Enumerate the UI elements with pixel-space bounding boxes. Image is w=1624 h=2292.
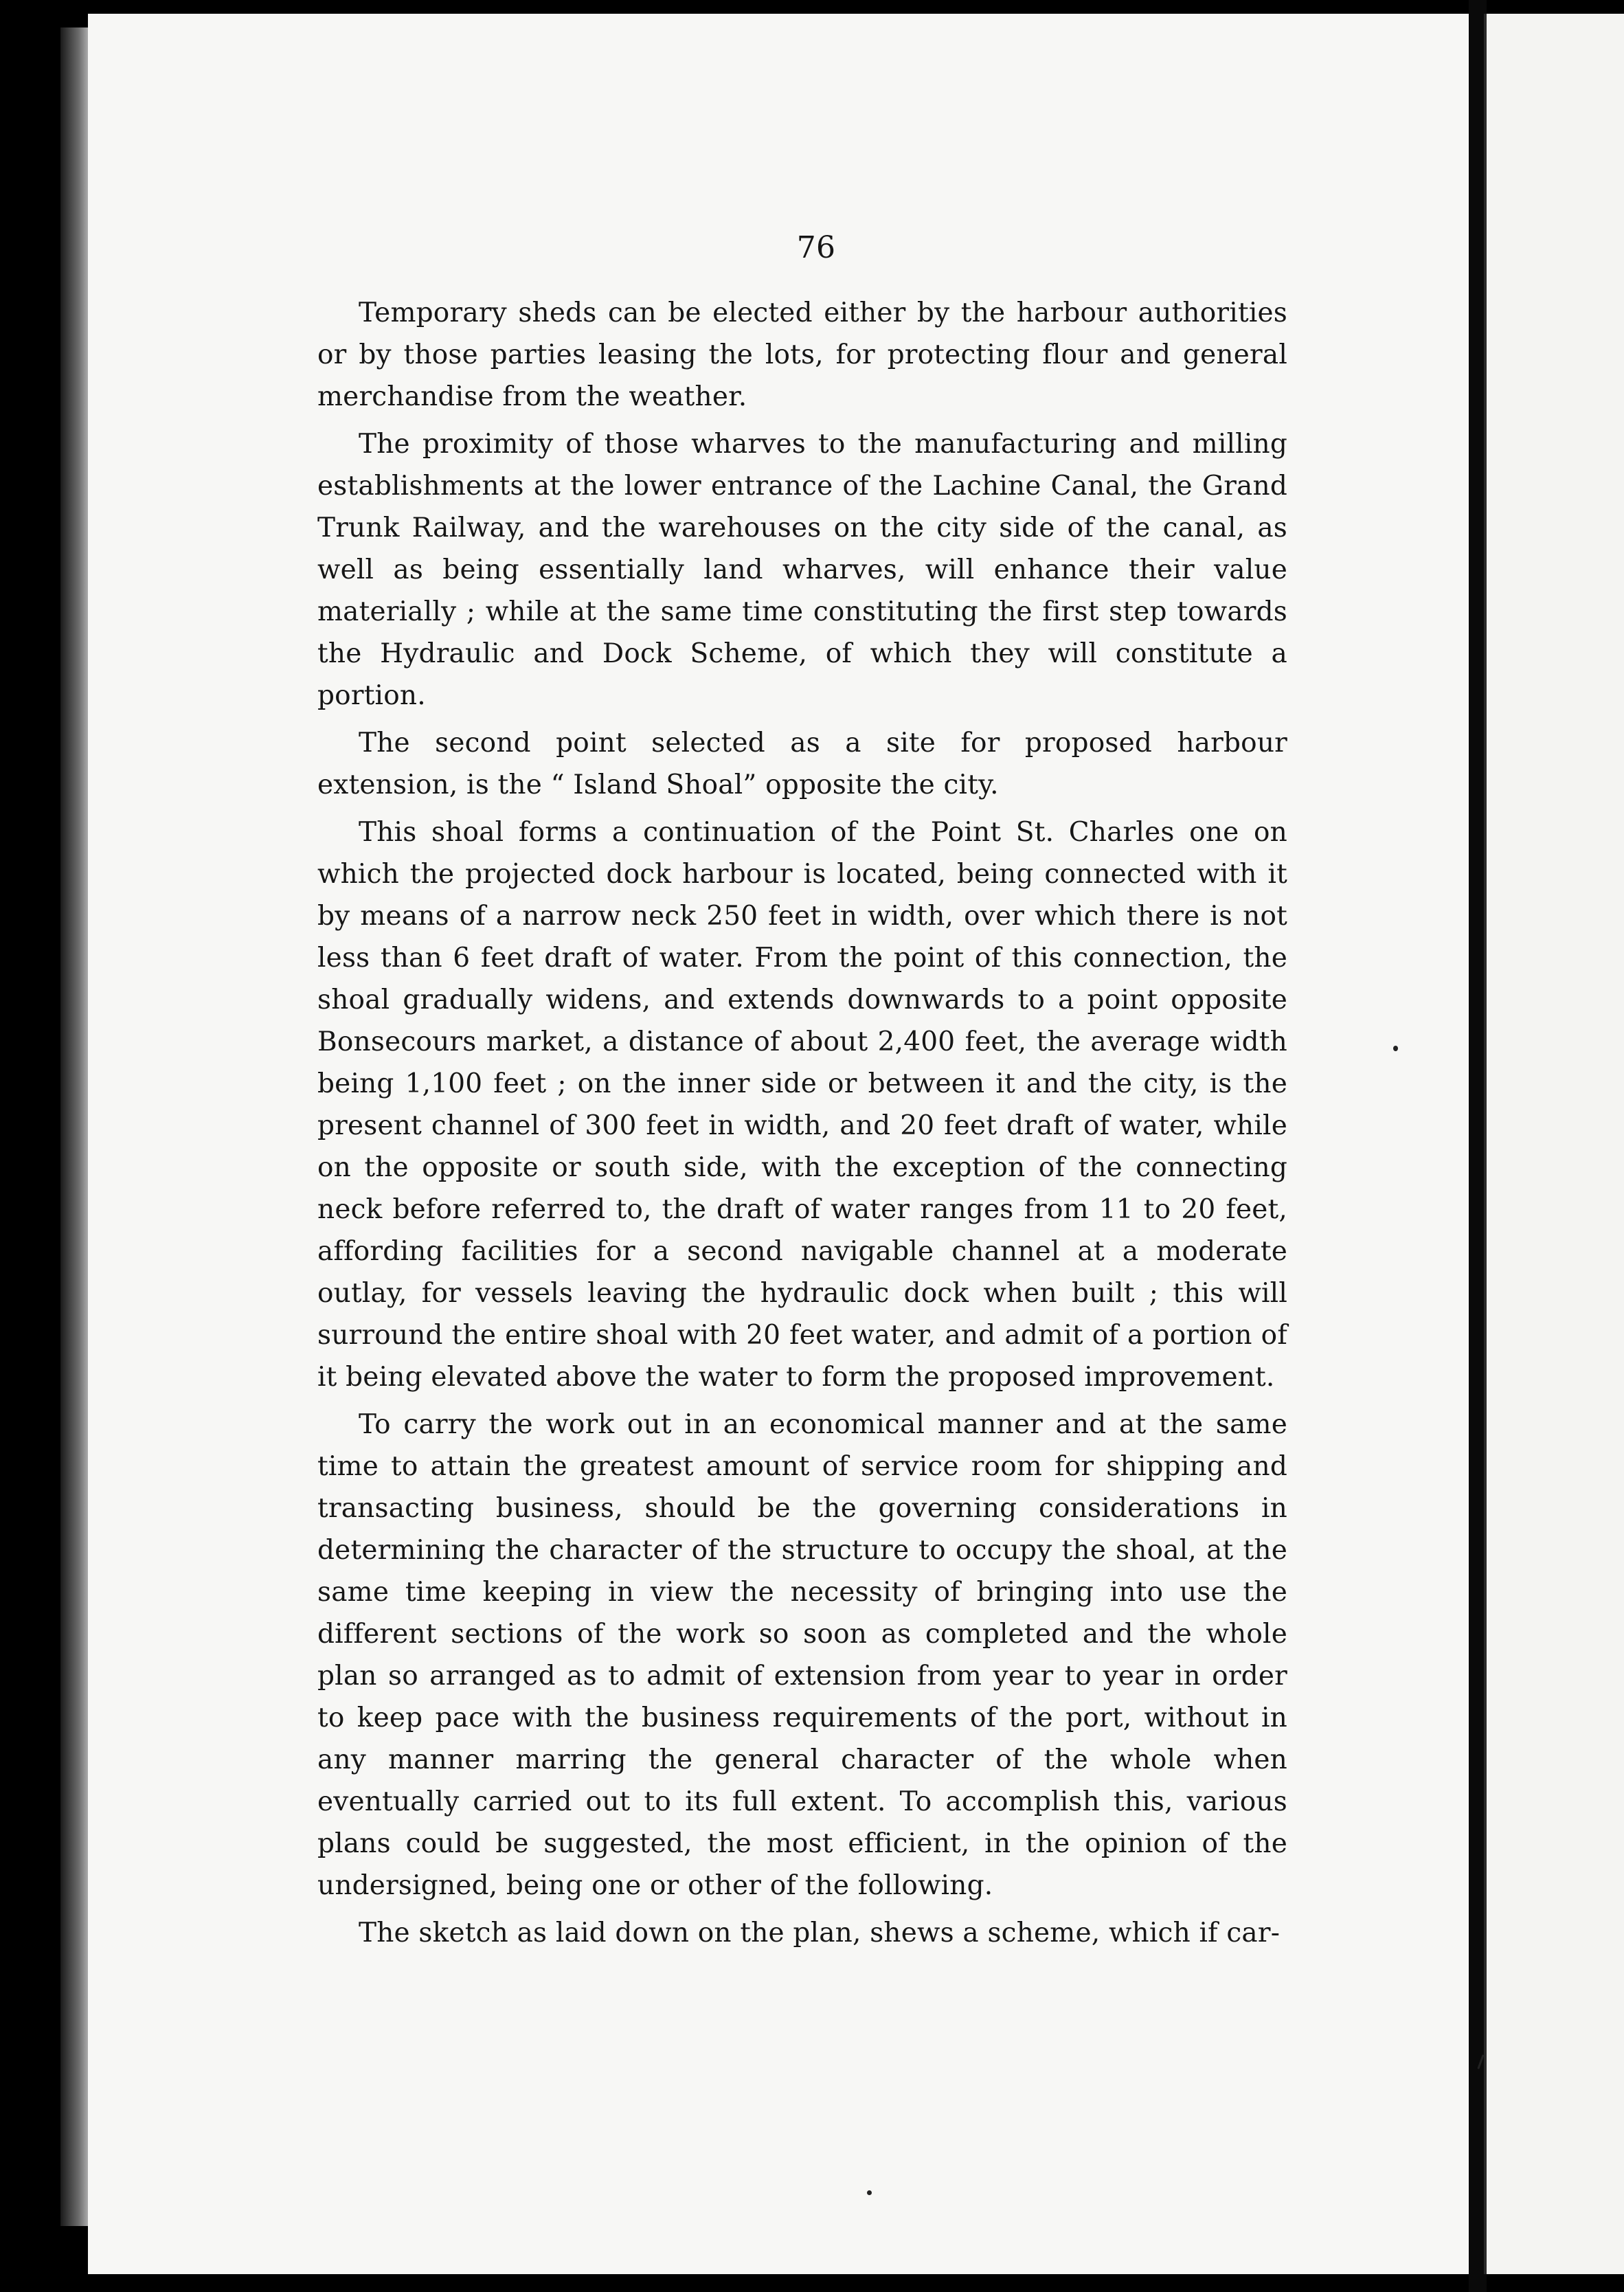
paragraph: This shoal forms a continuation of the Point St. Charles one on which the projected dock harbour is located, being connected with it by means of a narrow neck 250 feet in width, over which there is not less than 6 feet draft of water. From the point of this connection, the shoal gradually widens, and extends downwards to a point opposite Bonsecours market, a distance of about 2,400 feet, the average width being 1,100 feet ; on the inner side or between it and the city, is the present channel of 300 feet in width, and 20 feet draft of water, while on the opposite or south side, with the exception of the connecting neck before referred to, the draft of water ranges from 11 to 20 feet, affording facilities for a second navigable channel at a moderate outlay, for vessels leaving the hydraulic dock when built ; this will surround the entire shoal with 20 feet water, and admit of a portion of it being elevated above the water to form the proposed improvement. [317, 817, 1287, 1393]
paragraph: The sketch as laid down on the plan, shews a scheme, which if car- [359, 1918, 1281, 1948]
paragraph: Temporary sheds can be elected either by the harbour authorities or by those parties leasing the lots, for protecting flour and general merchandise from the weather. [317, 297, 1287, 412]
left-page-edge [60, 27, 91, 2226]
page-number: 76 [796, 230, 836, 265]
paragraph: The proximity of those wharves to the manufacturing and milling establishments at the lower entrance of the Lachine Canal, the Grand Trunk Railway, and the warehouses on the city side of the canal, as well as being essentially land wharves, will enhance their value materially ; while at the same time constituting the first step towards the Hydraulic and Dock Scheme, of which they will constitute a portion. [317, 429, 1287, 711]
paragraph: To carry the work out in an economical manner and at the same time to attain the greatest amount of service room for shipping and transacting business, should be the governing considerations in determining the character of the structure to occupy the shoal, at the same time keeping in view the necessity of bringing into use the different sections of the work so soon as completed and the whole plan so arranged as to admit of extension from year to year in order to keep pace with the business requirements of the port, without in any manner marring the general character of the whole when eventually carried out to its full extent. To accomplish this, various plans could be suggested, the most efficient, in the opinion of the undersigned, being one or other of the following. [317, 1409, 1287, 1901]
ink-speck [867, 2190, 872, 2195]
page-text [317, 227, 1287, 1959]
ink-speck [1393, 1046, 1398, 1051]
facing-page [1487, 14, 1624, 2274]
paragraph: The second point selected as a site for proposed harbour extension, is the “ Island Shoal” opposite the city. [317, 728, 1287, 800]
